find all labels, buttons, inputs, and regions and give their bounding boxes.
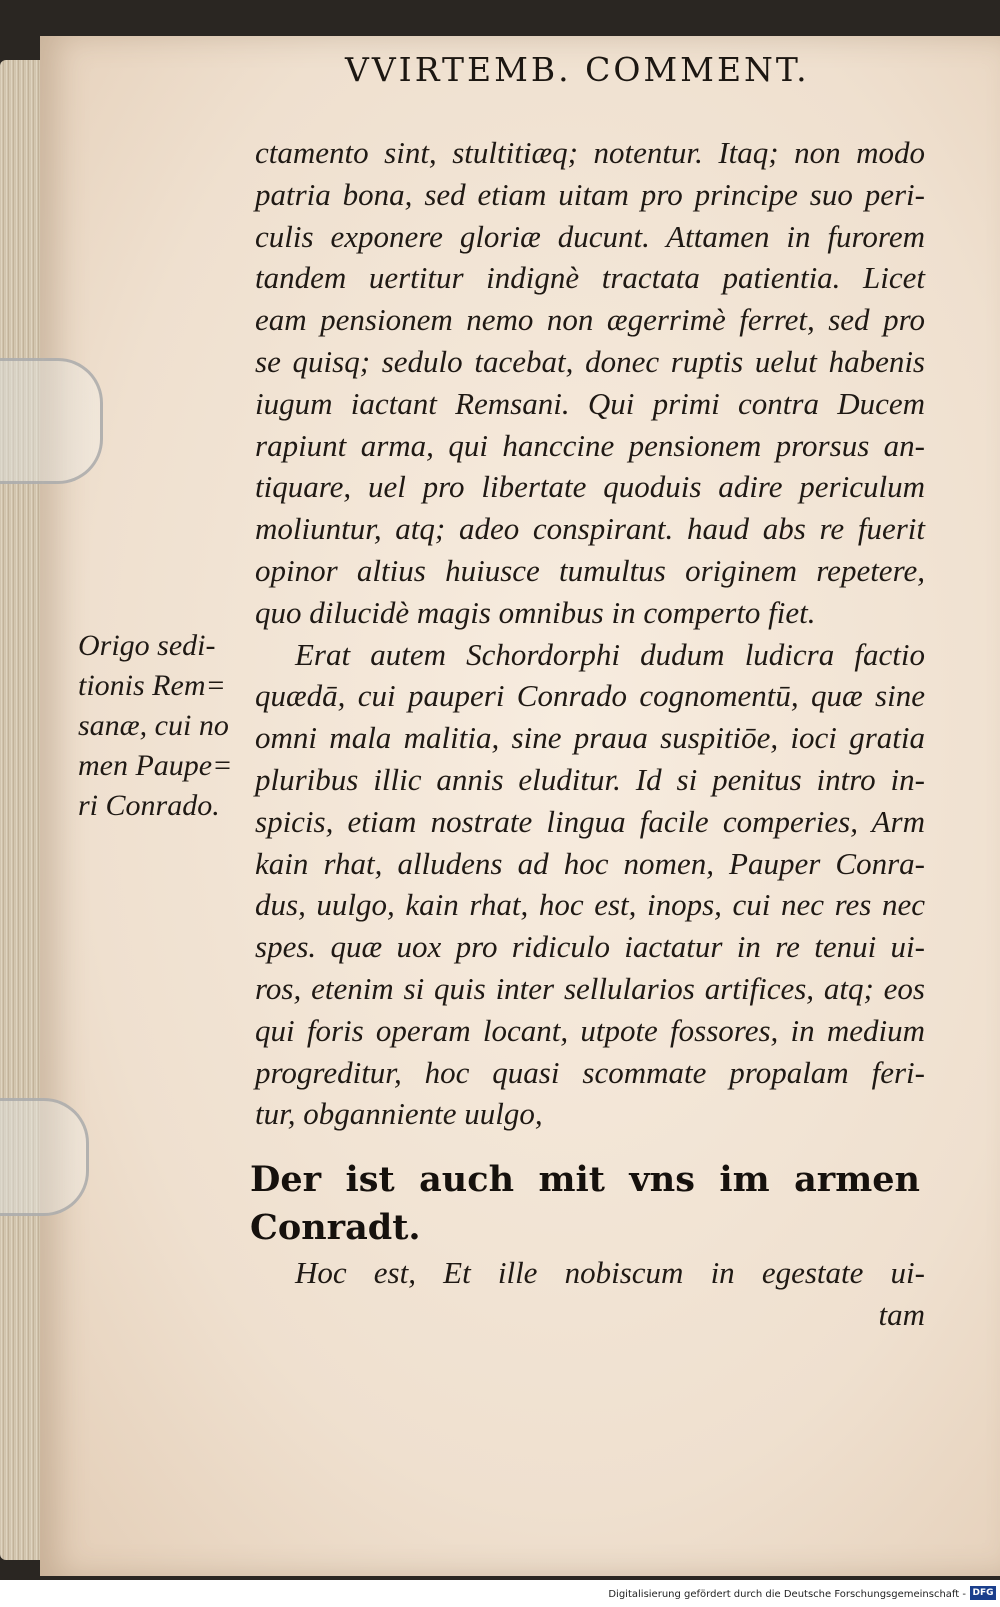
german-line: Conradt. [250, 1207, 421, 1248]
german-line: Der ist auch mit vns im armen [250, 1159, 920, 1200]
page-clip-bottom [0, 1098, 89, 1216]
footer-credit: Digitalisierung gefördert durch die Deutsche Forschungsgemeinschaft - [608, 1589, 966, 1600]
footer-bar [0, 1580, 1000, 1607]
text-line: se quisq; sedulo tacebat, donec ruptis uelut habenis [255, 343, 925, 379]
text-line: omni mala malitia, sine praua suspitiōe, ioci gratia [255, 720, 925, 756]
german-verse [250, 1156, 920, 1252]
text-line: Hoc est, Et ille nobiscum in egestate ui- [295, 1255, 925, 1290]
marginal-note-line: ri Conrado. [78, 789, 220, 822]
text-line: kain rhat, alludens ad hoc nomen, Pauper Conra- [255, 845, 925, 881]
text-line: quo dilucidè magis omnibus in comperto fiet. [255, 594, 816, 630]
text-line: dus, uulgo, kain rhat, hoc est, inops, cui nec res nec [255, 887, 925, 923]
text-line: progreditur, hoc quasi scommate propalam feri- [255, 1054, 925, 1090]
text-line: ctamento sint, stultitiæq; notentur. Itaq; non modo [255, 135, 925, 170]
dfg-logo: DFG [970, 1586, 996, 1600]
marginal-note-line: sanæ, cui no [78, 709, 229, 742]
catchword: tam [878, 1297, 925, 1332]
text-line: moliuntur, atq; adeo conspirant. haud abs re fuerit [255, 511, 925, 547]
text-line: tiquare, uel pro libertate quoduis adire periculum [255, 469, 925, 505]
text-line: pluribus illic annis eluditur. Id si penitus intro in- [255, 761, 925, 797]
text-line: patria bona, sed etiam uitam pro principe suo peri- [255, 176, 925, 212]
text-line: spes. quæ uox pro ridiculo iactatur in re tenui ui- [255, 929, 925, 965]
text-line: opinor altius huiusce tumultus originem repetere, [255, 552, 925, 588]
text-line: tur, obganniente uulgo, [255, 1096, 543, 1132]
text-line: culis exponere gloriæ ducunt. Attamen in furorem [255, 218, 925, 254]
running-head: VVIRTEMB. COMMENT. [345, 50, 810, 89]
text-line: rapiunt arma, qui hanccine pensionem prorsus an- [255, 427, 925, 463]
marginal-note-line: tionis Rem= [78, 669, 226, 702]
text-line: iugum iactant Remsani. Qui primi contra Ducem [255, 385, 925, 421]
marginal-note [78, 626, 248, 826]
text-line: eam pensionem nemo non ægerrimè ferret, sed pro [255, 302, 925, 338]
page-clip-top [0, 358, 103, 484]
text-line: tandem uertitur indignè tractata patientia. Licet [255, 260, 925, 296]
text-line: spicis, etiam nostrate lingua facile comperies, Arm [255, 803, 925, 839]
closing-text [255, 1252, 925, 1336]
text-line: ros, etenim si quis inter sellularios artifices, atq; eos [255, 970, 925, 1006]
marginal-note-line: Origo sedi- [78, 629, 216, 662]
text-line: qui foris operam locant, utpote fossores, in medium [255, 1012, 925, 1048]
main-text-block [255, 132, 925, 1135]
marginal-note-line: men Paupe= [78, 749, 233, 782]
text-line: Erat autem Schordorphi dudum ludicra factio [295, 636, 925, 672]
text-line: quædā, cui pauperi Conrado cognomentū, quæ sine [255, 678, 925, 714]
